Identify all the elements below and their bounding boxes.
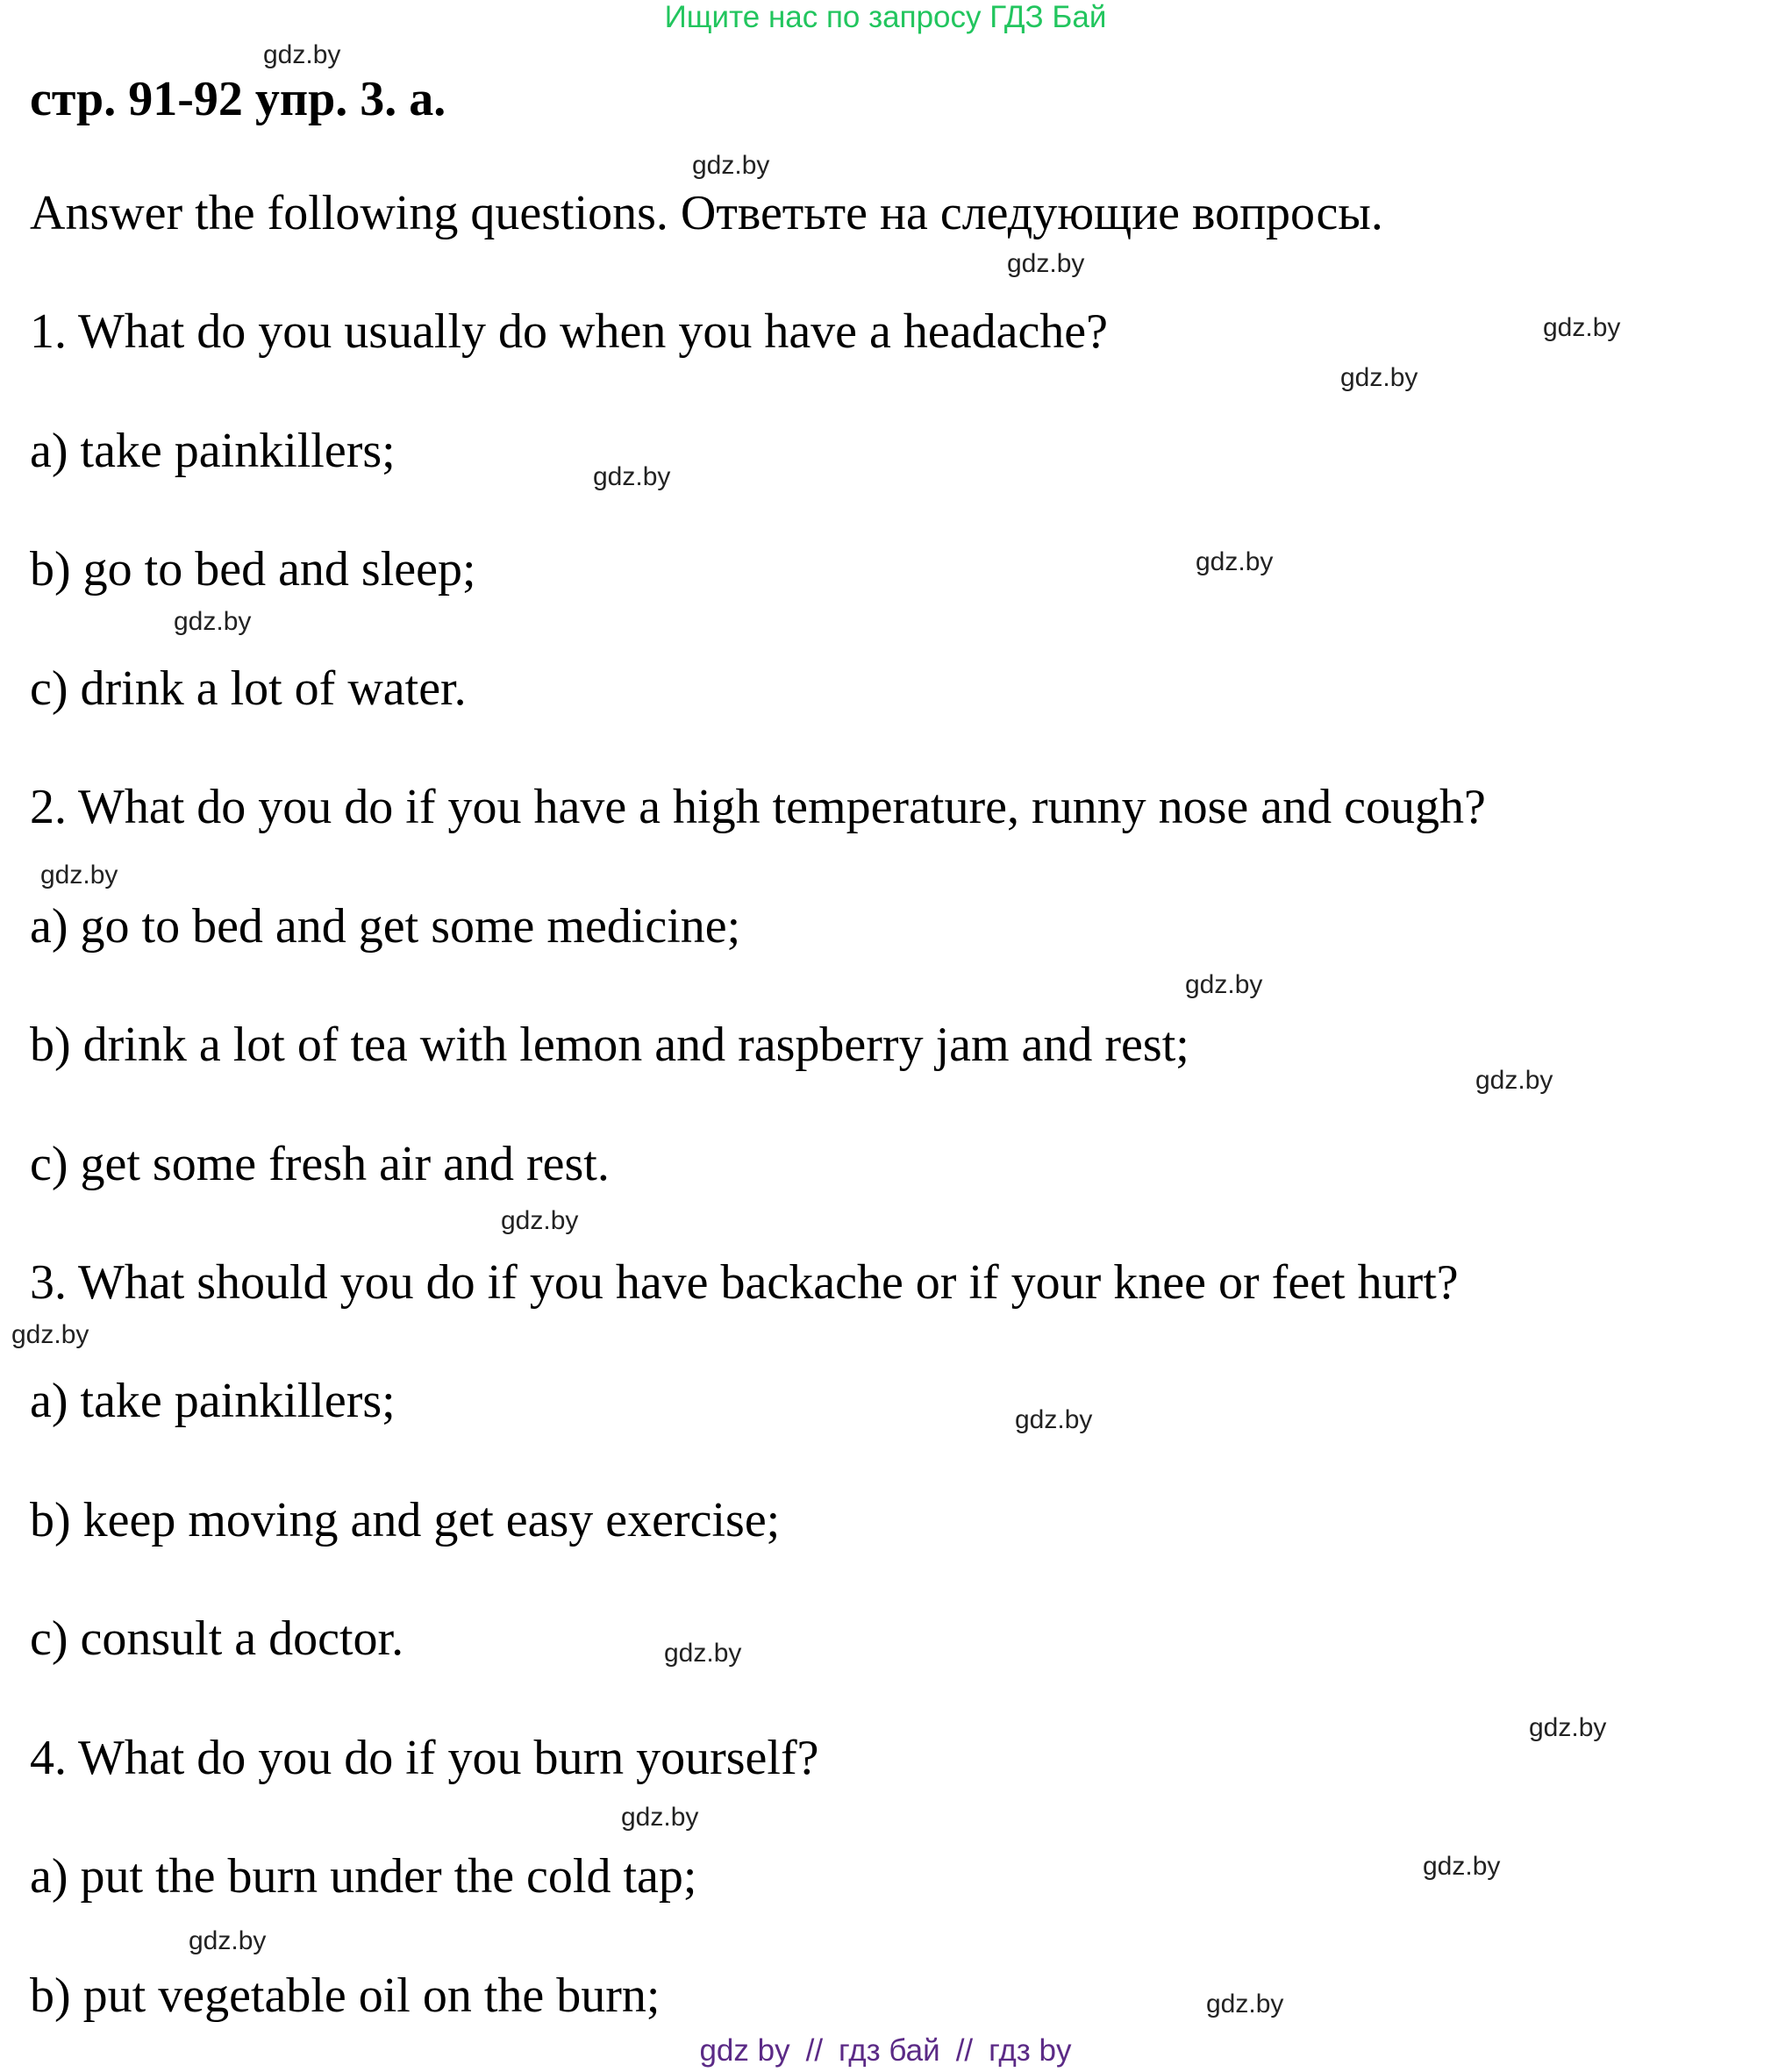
watermark: gdz.by: [1543, 313, 1621, 342]
question-2: 2. What do you do if you have a high temperature, runny nose and cough?: [30, 780, 1486, 834]
watermark: gdz.by: [1206, 1990, 1284, 2018]
page-title: стр. 91-92 упр. 3. а.: [30, 72, 446, 126]
watermark: gdz.by: [593, 462, 671, 491]
question-1-option-a: a) take painkillers;: [30, 424, 396, 478]
question-4-option-b: b) put vegetable oil on the burn;: [30, 1968, 661, 2023]
question-2-option-a: a) go to bed and get some medicine;: [30, 899, 741, 954]
watermark: gdz.by: [1007, 249, 1085, 278]
watermark: gdz.by: [40, 861, 118, 890]
watermark: gdz.by: [1423, 1852, 1501, 1881]
watermark: gdz.by: [1340, 363, 1418, 392]
footer-link-gdz-bai[interactable]: гдз бай: [839, 2033, 940, 2068]
question-3: 3. What should you do if you have backache or if your knee or feet hurt?: [30, 1255, 1459, 1310]
instruction-text: Answer the following questions. Ответьте на следующие вопросы.: [30, 186, 1383, 240]
question-3-option-b: b) keep moving and get easy exercise;: [30, 1493, 781, 1547]
footer-links: [0, 2033, 1771, 2068]
footer-separator: //: [955, 2033, 974, 2068]
watermark: gdz.by: [263, 40, 341, 69]
footer-link-gdz-by[interactable]: gdz by: [699, 2033, 790, 2068]
top-banner[interactable]: Ищите нас по запросу ГДЗ Бай: [664, 0, 1107, 34]
question-1-option-c: c) drink a lot of water.: [30, 661, 467, 716]
watermark: gdz.by: [501, 1206, 579, 1235]
footer-separator: //: [805, 2033, 824, 2068]
watermark: gdz.by: [692, 151, 770, 180]
question-2-option-c: c) get some fresh air and rest.: [30, 1137, 610, 1191]
watermark: gdz.by: [1185, 970, 1263, 999]
question-3-option-a: a) take painkillers;: [30, 1374, 396, 1428]
question-3-option-c: c) consult a doctor.: [30, 1611, 404, 1666]
footer-link-gdz-by-2[interactable]: гдз by: [989, 2033, 1072, 2068]
watermark: gdz.by: [174, 607, 252, 636]
watermark: gdz.by: [621, 1803, 699, 1832]
watermark: gdz.by: [11, 1320, 89, 1349]
question-4-option-a: a) put the burn under the cold tap;: [30, 1849, 697, 1904]
question-4: 4. What do you do if you burn yourself?: [30, 1731, 819, 1785]
question-2-option-b: b) drink a lot of tea with lemon and raspberry jam and rest;: [30, 1018, 1189, 1072]
watermark: gdz.by: [189, 1926, 267, 1955]
watermark: gdz.by: [664, 1639, 742, 1668]
watermark: gdz.by: [1475, 1066, 1553, 1095]
question-1: 1. What do you usually do when you have a headache?: [30, 304, 1109, 359]
watermark: gdz.by: [1529, 1713, 1607, 1742]
watermark: gdz.by: [1015, 1405, 1093, 1434]
watermark: gdz.by: [1196, 547, 1274, 576]
question-1-option-b: b) go to bed and sleep;: [30, 542, 476, 597]
